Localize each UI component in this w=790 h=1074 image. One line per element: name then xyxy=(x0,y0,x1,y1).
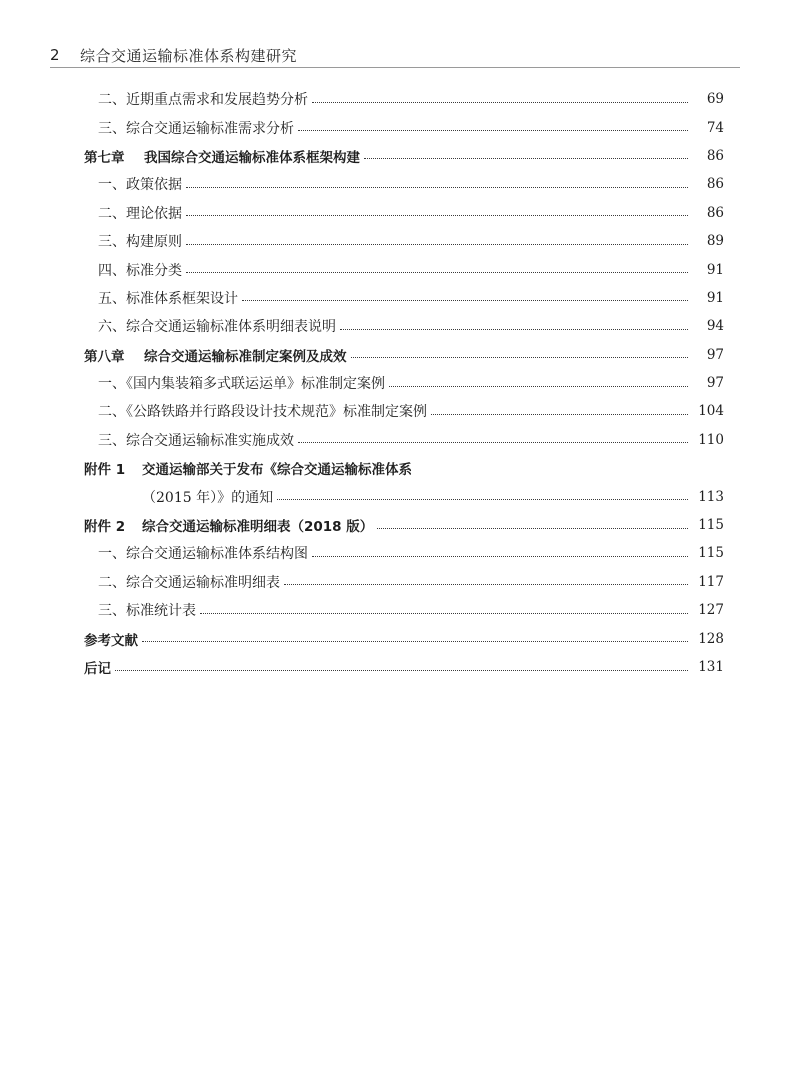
toc-entry-text: 参考文献 xyxy=(84,632,138,649)
toc-entry-text: 二、综合交通运输标准明细表 xyxy=(98,574,280,591)
toc-entry-page: 127 xyxy=(698,602,724,619)
header-divider xyxy=(50,67,740,68)
toc-entry-title xyxy=(84,316,336,336)
toc-entry[interactable] xyxy=(84,653,724,681)
dot-leader xyxy=(186,187,688,188)
toc-entry-page: 69 xyxy=(706,91,724,108)
toc-entry-page: 115 xyxy=(698,517,724,534)
toc-entry-title xyxy=(84,458,412,478)
toc-entry-page: 86 xyxy=(706,147,724,164)
dot-leader xyxy=(389,386,688,387)
toc-entry-title xyxy=(84,487,273,507)
toc-entry-text: 综合交通运输标准明细表（2018 版） xyxy=(142,519,374,536)
dot-leader xyxy=(298,442,688,443)
toc-entry-title xyxy=(84,629,138,649)
toc-entry-label: 第七章 xyxy=(84,149,125,166)
toc-entry-text: 一、《国内集装箱多式联运运单》标准制定案例 xyxy=(98,376,385,393)
toc-entry-page: 94 xyxy=(706,318,724,335)
dot-leader xyxy=(277,499,688,500)
toc-entry-text: 六、综合交通运输标准体系明细表说明 xyxy=(98,319,336,336)
toc-entry-title xyxy=(84,572,280,592)
toc-entry-text: 二、《公路铁路并行路段设计技术规范》标准制定案例 xyxy=(98,404,427,421)
toc-entry-text: 我国综合交通运输标准体系框架构建 xyxy=(144,149,360,166)
dot-leader xyxy=(242,300,688,301)
toc-entry-text: 交通运输部关于发布《综合交通运输标准体系 xyxy=(142,462,412,479)
toc-entry-title xyxy=(84,430,294,450)
toc-entry-page: 86 xyxy=(706,204,724,221)
dot-leader xyxy=(284,584,688,585)
toc-entry[interactable] xyxy=(84,227,724,255)
toc-entry-text: 一、政策依据 xyxy=(98,177,182,194)
toc-entry-label: 附件 1 xyxy=(84,462,126,479)
toc-entry-text: （2015 年）》的通知 xyxy=(142,489,274,506)
toc-entry-title xyxy=(84,657,111,677)
toc-entry-label: 第八章 xyxy=(84,348,125,365)
dot-leader xyxy=(431,414,688,415)
dot-leader xyxy=(200,613,688,614)
dot-leader xyxy=(186,272,688,273)
dot-leader xyxy=(142,641,688,642)
toc-entry-title xyxy=(84,231,182,251)
toc-entry-page: 97 xyxy=(706,346,724,363)
toc-entry-page: 86 xyxy=(706,176,724,193)
dot-leader xyxy=(377,528,688,529)
toc-entry-title xyxy=(84,174,182,194)
toc-entry[interactable] xyxy=(84,624,724,652)
toc-entry-title xyxy=(84,345,347,365)
toc-entry-page: 113 xyxy=(698,488,724,505)
toc-entry-title xyxy=(84,288,238,308)
toc-entry-title xyxy=(84,118,294,138)
dot-leader xyxy=(186,244,688,245)
toc-entry-page: 131 xyxy=(698,659,724,675)
toc-entry-page: 115 xyxy=(698,545,724,562)
toc-entry[interactable] xyxy=(84,568,724,596)
toc-entry[interactable] xyxy=(84,199,724,227)
toc-entry-text: 三、综合交通运输标准实施成效 xyxy=(98,432,294,449)
dot-leader xyxy=(312,556,688,557)
toc-entry[interactable] xyxy=(84,341,724,369)
dot-leader xyxy=(298,130,688,131)
toc-entry-title xyxy=(84,373,385,393)
toc-entry-page: 91 xyxy=(706,289,724,306)
toc-entry[interactable] xyxy=(84,113,724,141)
toc-entry[interactable] xyxy=(84,511,724,539)
toc-entry[interactable] xyxy=(84,312,724,340)
toc-entry[interactable] xyxy=(84,426,724,454)
toc-entry-text: 三、构建原则 xyxy=(98,234,182,251)
toc-entry[interactable] xyxy=(84,284,724,312)
toc-entry-title xyxy=(84,89,308,109)
toc-entry-text: 三、标准统计表 xyxy=(98,603,196,620)
toc-entry-text: 三、综合交通运输标准需求分析 xyxy=(98,120,294,137)
dot-leader xyxy=(351,357,689,358)
toc-entry[interactable] xyxy=(84,170,724,198)
page-header xyxy=(50,44,297,66)
toc-entry-text: 后记 xyxy=(84,661,111,677)
toc-entry[interactable] xyxy=(84,596,724,624)
toc-entry-title xyxy=(84,146,360,166)
toc-entry[interactable] xyxy=(84,482,724,510)
toc-entry-page: 74 xyxy=(706,119,724,136)
table-of-contents xyxy=(84,85,724,681)
toc-entry-text: 五、标准体系框架设计 xyxy=(98,290,238,307)
running-title: 综合交通运输标准体系构建研究 xyxy=(80,46,298,65)
toc-entry-title xyxy=(84,543,308,563)
toc-entry[interactable] xyxy=(84,85,724,113)
toc-entry-title xyxy=(84,260,182,280)
toc-entry-text: 二、近期重点需求和发展趋势分析 xyxy=(98,92,308,109)
toc-entry-page: 91 xyxy=(706,261,724,278)
toc-entry-page: 97 xyxy=(706,375,724,392)
toc-entry-page: 128 xyxy=(698,630,724,647)
toc-entry-title xyxy=(84,401,427,421)
toc-entry-text: 二、理论依据 xyxy=(98,205,182,222)
toc-entry-text: 四、标准分类 xyxy=(98,262,182,279)
toc-entry-page: 110 xyxy=(698,431,724,448)
toc-entry-title xyxy=(84,203,182,223)
dot-leader xyxy=(340,329,688,330)
toc-entry[interactable] xyxy=(84,539,724,567)
toc-entry-page: 117 xyxy=(698,573,724,590)
toc-entry-label: 附件 2 xyxy=(84,519,126,536)
toc-entry[interactable] xyxy=(84,454,724,482)
dot-leader xyxy=(312,102,688,103)
toc-entry[interactable] xyxy=(84,255,724,283)
toc-entry-page: 89 xyxy=(706,233,724,250)
dot-leader xyxy=(115,670,688,671)
toc-entry[interactable] xyxy=(84,397,724,425)
toc-entry-page: 104 xyxy=(698,403,724,420)
toc-entry-title xyxy=(84,515,373,535)
toc-entry-text: 综合交通运输标准制定案例及成效 xyxy=(144,348,347,365)
toc-entry-title xyxy=(84,600,196,620)
dot-leader xyxy=(186,215,688,216)
dot-leader xyxy=(364,158,688,159)
toc-entry[interactable] xyxy=(84,142,724,170)
toc-entry[interactable] xyxy=(84,369,724,397)
toc-entry-text: 一、综合交通运输标准体系结构图 xyxy=(98,546,308,563)
page-number: 2 xyxy=(50,46,60,64)
